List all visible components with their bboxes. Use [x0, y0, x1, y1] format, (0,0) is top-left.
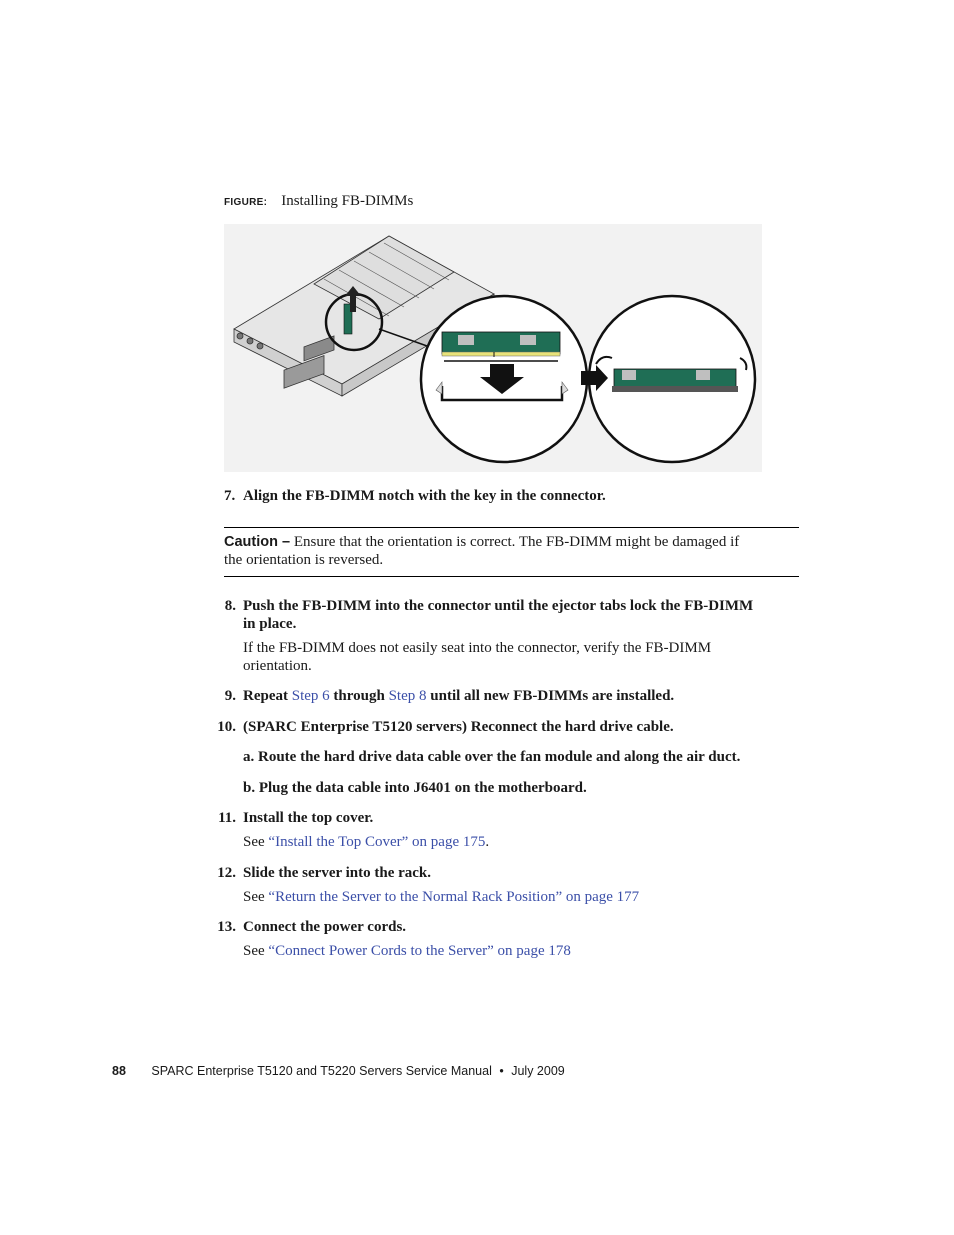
page-number: 88: [112, 1064, 126, 1078]
caution-line-1: Ensure that the orientation is correct. The FB-DIMM might be damaged if: [293, 534, 740, 550]
see-label: See: [243, 834, 269, 850]
step-13-number: 13.: [217, 919, 236, 935]
period: .: [485, 834, 490, 850]
step-12-text: Slide the server into the rack.: [243, 865, 432, 881]
step-8-text: [243, 597, 803, 633]
caution-bottom-rule: [224, 576, 799, 577]
caution-label: Caution –: [224, 534, 291, 550]
footer-bullet: •: [499, 1064, 504, 1078]
page-footer: [112, 1064, 565, 1078]
step-8-body-line-2: orientation.: [243, 658, 312, 674]
step-8-number: 8.: [224, 598, 236, 614]
step-7-number: 7.: [224, 488, 236, 504]
step-8-body-line-1: If the FB-DIMM does not easily seat into the connector, verify the FB-DIMM: [243, 640, 712, 656]
step-6-link[interactable]: Step 6: [291, 688, 330, 704]
step-9-post: until all new FB-DIMMs are installed.: [426, 688, 675, 704]
step-10a-text: a. Route the hard drive data cable over the fan module and along the air duct.: [243, 749, 741, 765]
see-label: See: [243, 943, 269, 959]
step-7-text: Align the FB-DIMM notch with the key in the connector.: [243, 488, 606, 504]
step-12-number: 12.: [217, 865, 236, 881]
step-8-line-2: in place.: [243, 616, 297, 632]
publication-date: July 2009: [511, 1064, 565, 1078]
step-8-body: [243, 639, 803, 675]
fb-dimm-install-illustration: [224, 224, 762, 472]
step-10b-text: b. Plug the data cable into J6401 on the motherboard.: [243, 780, 587, 796]
step-12-see: [243, 888, 639, 906]
see-label: See: [243, 889, 269, 905]
step-8-line-1: Push the FB-DIMM into the connector until the ejector tabs lock the FB-DIMM: [243, 598, 754, 614]
figure-title: Installing FB-DIMMs: [281, 193, 414, 209]
step-10-text: (SPARC Enterprise T5120 servers) Reconnect the hard drive cable.: [243, 719, 674, 735]
caution-line-2: the orientation is reversed.: [224, 552, 384, 568]
step-13-see: [243, 942, 571, 960]
connect-power-cords-link[interactable]: “Connect Power Cords to the Server” on page 178: [268, 943, 571, 959]
return-server-link[interactable]: “Return the Server to the Normal Rack Position” on page 177: [268, 889, 640, 905]
caution-note: [224, 533, 799, 569]
step-8-link[interactable]: Step 8: [388, 688, 427, 704]
step-9-text: [243, 687, 674, 705]
figure-label: FIGURE:: [224, 197, 268, 208]
install-top-cover-link[interactable]: “Install the Top Cover” on page 175: [268, 834, 486, 850]
step-10-number: 10.: [217, 719, 236, 735]
manual-title: SPARC Enterprise T5120 and T5220 Servers Service Manual: [151, 1064, 492, 1078]
step-11-number: 11.: [218, 810, 236, 826]
step-9-pre: Repeat: [243, 688, 292, 704]
step-11-see: [243, 833, 489, 851]
figure-caption: [224, 192, 413, 210]
step-7: [224, 487, 606, 505]
step-13-text: Connect the power cords.: [243, 919, 407, 935]
step-9-mid: through: [329, 688, 389, 704]
caution-top-rule: [224, 527, 799, 528]
step-11-text: Install the top cover.: [243, 810, 374, 826]
step-9-number: 9.: [224, 688, 236, 704]
